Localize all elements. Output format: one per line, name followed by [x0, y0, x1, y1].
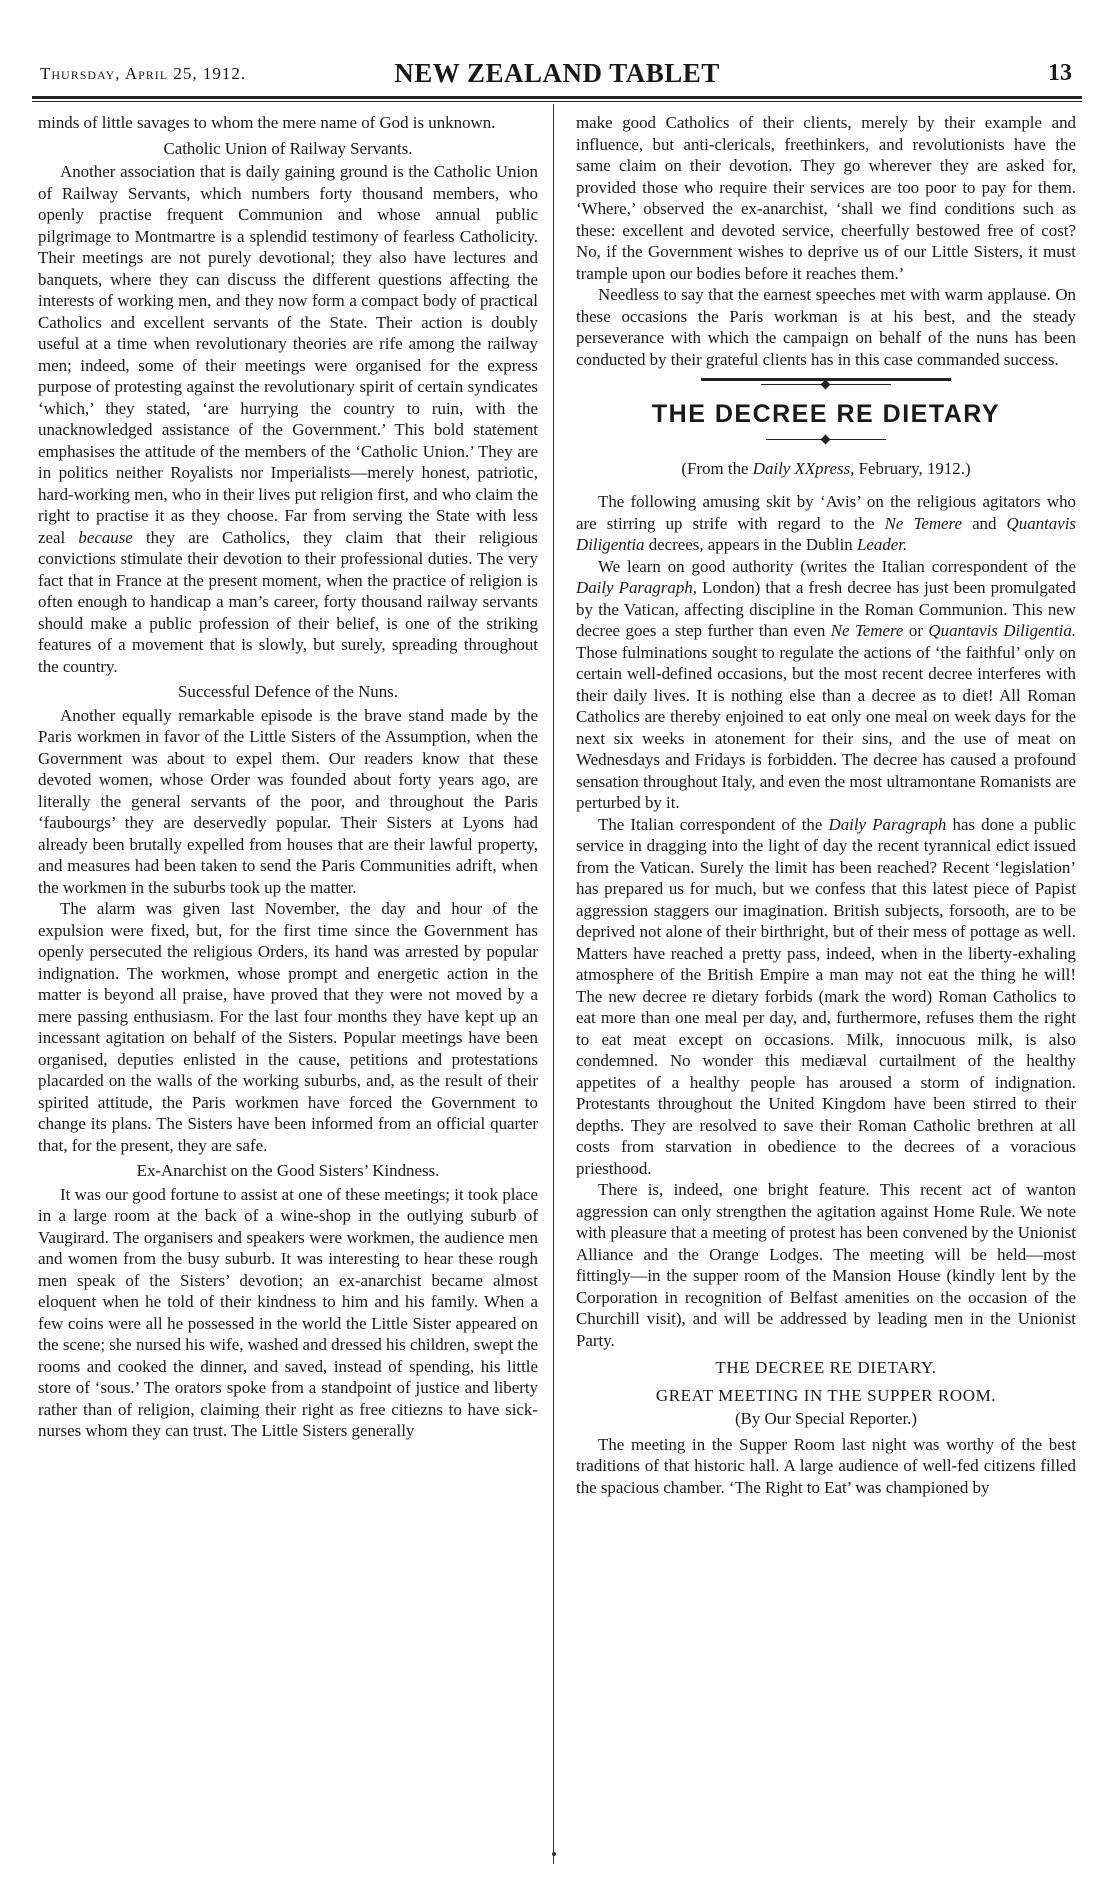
left-column: [38, 112, 538, 1442]
title-ornament: [766, 436, 886, 444]
newspaper-page: [32, 0, 1082, 1886]
publication-title: NEW ZEALAND TABLET: [394, 58, 720, 88]
subhead-railway-servants: Catholic Union of Railway Servants.: [163, 138, 413, 158]
paragraph-italian-correspondent: The Italian correspondent of the Daily Paragraph has done a public service in dragging into the light of day the recent tyrannical edict issued from the Vatican. Surely the limit has been reached? Recent ‘legislation’ has prepared us for much, but we confess that this latest piece of Papist aggression staggers our imagination. British subjects, forsooth, are to be deprived not alone of their birthright, but of their mess of pottage as well. Matters have reached a pretty pass, indeed, when in the liberty-exhaling atmosphere of the British Empire a man may not eat the thing he will! The new decree re dietary forbids (mark the word) Roman Catholics to eat more than one meal per day, and, furthermore, refuses them the right to eat meat except on occasions. Milk, innocuous milk, is also condemned. No wonder this mediæval curtailment of the healthy appetites of a healthy people has aroused a storm of indignation. Protestants throughout the United Kingdom have been stirred to their depths. They are resolved to save their Roman Catholic brethren at all costs from starvation in obedience to the decrees of a voracious priesthood.: [576, 814, 1076, 1178]
subhead-decree-dietary: THE DECREE RE DIETARY.: [715, 1358, 937, 1377]
subhead-great-meeting: GREAT MEETING IN THE SUPPER ROOM.: [655, 1385, 997, 1405]
right-column: [576, 112, 1076, 1498]
paragraph-railway: Another association that is daily gaining ground is the Catholic Union of Railway Servants, which numbers forty thousand members, who openly practise frequent Communion and whose annual public pilgrimage to Montmartre is a splendid testimony of fearless Catholicity. Their meetings are not purely devotional; they also have lectures and banquets, where they can discuss the different questions affecting the interests of working men, and they now form a compact body of practical Catholics and excellent servants of the State. Their action is doubly useful at a time when revolutionary theories are rife among the railway men; indeed, some of their meetings were organised for the express purpose of protesting against the revolutionary spirit of certain syndicates ‘which,’ they stated, ‘are hurrying the country to ruin, with the unacknowledged assistance of the Government.’ This bold statement emphasises the attitude of the members of the ‘Catholic Union.’ They are in politics neither Royalists nor Imperialists—merely honest, patriotic, hard-working men, who in their lives put religion first, and who claim the right to practise it as they choose. Far from serving the State with less zeal because they are Catholics, they claim that their religious convictions stimulate their devotion to their professional duties. The very fact that in France at the present moment, when the practice of religion is often enough to handicap a man’s career, forty thousand railway servants should make a public profession of their belief, is one of the striking features of a movement that is slowly, but surely, spreading throughout the country.: [38, 162, 538, 676]
paragraph-alarm: The alarm was given last November, the day and hour of the expulsion were fixed, but, for the first time since the Government has openly persecuted the religious Orders, its hand was arrested by popular indignation. The workmen, whose prompt and energetic action in the matter is beyond all praise, have proved that they were not moved by a mere passing enthusiasm. For the last four months they have kept up an incessant agitation on behalf of the Sisters. Popular meetings have been organised, deputies enlisted in the cause, petitions and protestations placarded on the walls of the working suburbs, and, as the result of their spirited attitude, the Paris workmen have forced the Government to change its plans. The Sisters have been informed from an official quarter that, for the present, they are safe.: [38, 899, 538, 1155]
paragraph-nuns: Another equally remarkable episode is the brave stand made by the Paris workmen in favor of the Little Sisters of the Assumption, when the Government was about to expel them. Our readers know that these devoted women, whose Order was founded about forty years ago, are literally the general servants of the poor, and throughout the Paris ‘faubourgs’ they are deservedly popular. Their Sisters at Lyons had already been brutally expelled from houses that are their lawful property, and measures had been taken to send the Paris Communities adrift, when the workmen in the suburbs took up the matter.: [38, 705, 538, 897]
paragraph-meeting: It was our good fortune to assist at one of these meetings; it took place in a large room at the back of a wine-shop in the outlying suburb of Vaugirard. The organisers and speakers were workmen, the audience men and women from the busy suburb. It was interesting to hear these rough men speak of the Sisters’ devotion; an ex-anarchist became almost eloquent when he told of their kindness to him and his family. When a few coins were all he possessed in the world the Little Sister appeared on the scene; she nursed his wife, washed and dressed his children, swept the rooms and cooked the dinner, and saved, instead of spending, his little store of ‘sous.’ The orators spoke from a standpoint of justice and liberty rather than of religion, claiming their right as free citiezns to have sick-nurses whom they can trust. The Little Sisters generally: [38, 1184, 539, 1440]
issue-date: Thursday, April 25, 1912.: [40, 64, 247, 83]
footer-mark: [552, 1852, 556, 1856]
subhead-ex-anarchist: Ex-Anarchist on the Good Sisters’ Kindness.: [136, 1161, 440, 1180]
paragraph-supper-room: The meeting in the Supper Room last night was worthy of the best traditions of that historic hall. A large audience of well-fed citizens filled the spacious chamber. ‘The Right to Eat’ was championed by: [576, 1434, 1076, 1497]
masthead-rule-thin: [32, 101, 1082, 102]
article-title: THE DECREE RE DIETARY: [651, 400, 1001, 428]
subhead-defence-nuns: Successful Defence of the Nuns.: [178, 682, 398, 701]
masthead-rule-thick: [32, 96, 1082, 99]
paragraph-continued: make good Catholics of their clients, merely by their example and influence, but anti-clericals, freethinkers, and revolutionists have the same claim on their devotion. They go wherever they are asked for, provided those who require their services are too poor to pay for them. ‘Where,’ observed the ex-anarchist, ‘shall we find conditions such as these: excellent and devoted service, cheerfully bestowed free of cost? No, if the Government wishes to deprive us of our Little Sisters, it must trample upon our bodies before it reaches them.’: [576, 113, 1076, 283]
section-separator: [701, 378, 951, 388]
paragraph-needless: Needless to say that the earnest speeches met with warm applause. On these occasions the Paris workman is at his best, and the steady perseverance with which the campaign on behalf of the nuns has been conducted by their grateful clients has in this case commanded success.: [576, 285, 1076, 369]
column-divider: [553, 104, 554, 1864]
article-source: (From the Daily XXpress, February, 1912.): [681, 458, 971, 478]
paragraph-skit-intro: The following amusing skit by ‘Avis’ on the religious agitators who are stirring up strife with regard to the Ne Temere and Quantavis Diligentia decrees, appears in the Dublin Leader.: [576, 492, 1076, 554]
paragraph-bright-feature: There is, indeed, one bright feature. This recent act of wanton aggression can only strengthen the agitation against Home Rule. We note with pleasure that a meeting of protest has been convened by the Unionist Alliance and the Orange Lodges. The meeting will be held—most fittingly—in the supper room of the Mansion House (kindly lent by the Corporation in recognition of Belfast amenities on the occasion of the Churchill visit), and will be addressed by leading men in the Unionist Party.: [576, 1180, 1076, 1350]
page-number: 13: [1048, 60, 1072, 86]
byline: (By Our Special Reporter.): [735, 1409, 917, 1428]
paragraph-intro: minds of little savages to whom the mere name of God is unknown.: [38, 113, 496, 132]
paragraph-we-learn: We learn on good authority (writes the Italian correspondent of the Daily Paragraph, London) that a fresh decree has just been promulgated by the Vatican, affecting discipline in the Roman Communion. This new decree goes a step further than even Ne Temere or Quantavis Diligentia. Those fulminations sought to regulate the actions of ‘the faithful’ only on certain well-defined occasions, but the most recent decree interferes with their daily lives. It is nothing else than a decree as to diet! All Roman Catholics are thereby enjoined to eat only one meal on week days for the next six weeks in atonement for their sins, and the use of meat on Wednesdays and Fridays is forbidden. The decree has caused a profound sensation throughout Italy, and even the most ultramontane Romanists are perturbed by it.: [576, 556, 1077, 812]
masthead: [32, 58, 1082, 92]
